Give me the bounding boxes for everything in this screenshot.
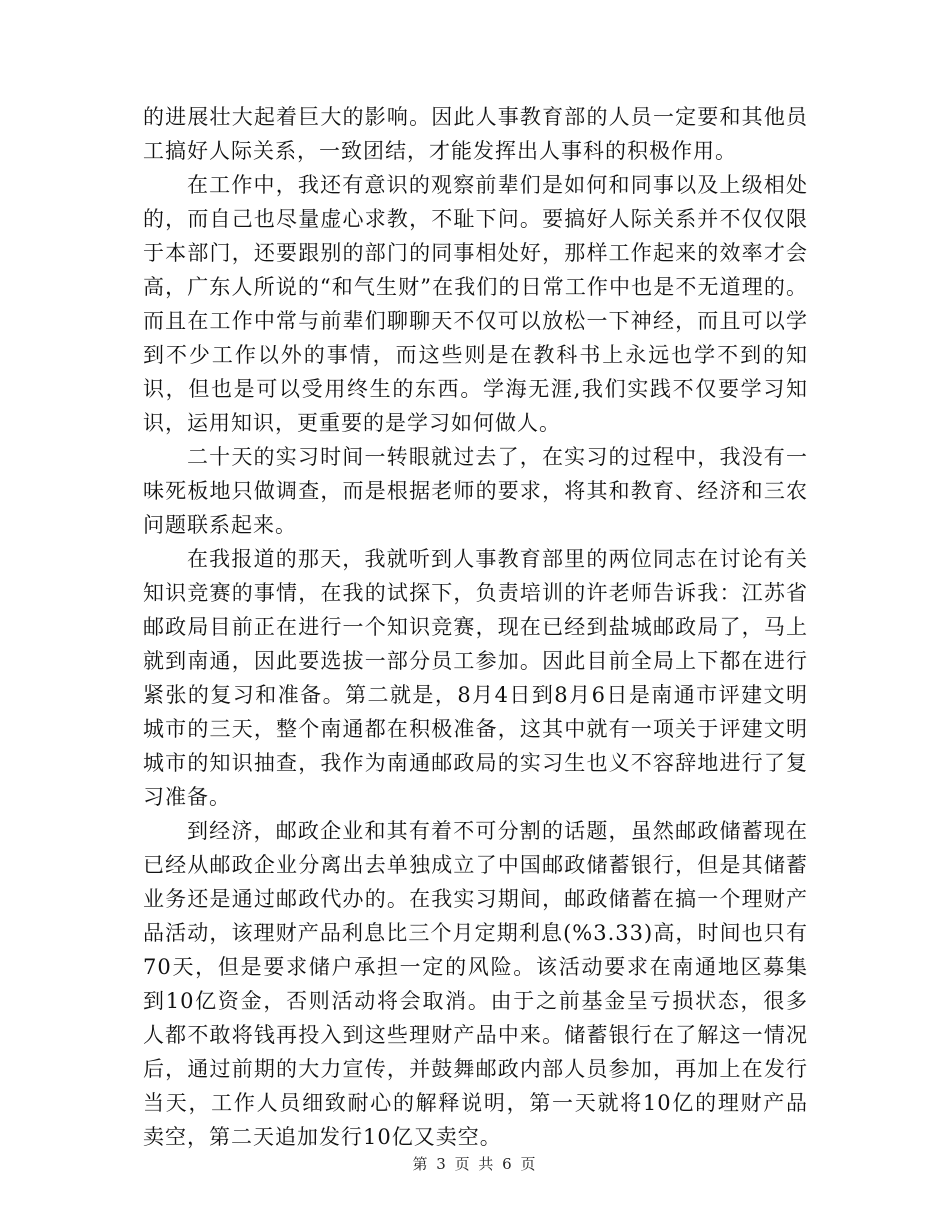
paragraph-2: 在工作中，我还有意识的观察前辈们是如何和同事以及上级相处的，而自己也尽量虚心求教，不耻下问。要搞好人际关系并不仅仅限于本部门，还要跟别的部门的同事相处好，那样工作起来的效率才会高，广东人所说的“和气生财”在我们的日常工作中也是不无道理的。而且在工作中常与前辈们聊聊天不仅可以放松一下神经，而且可以学到不少工作以外的事情，而这些则是在教科书上永远也学不到的知识，但也是可以受用终生的东西。学海无涯,我们实践不仅要学习知识，运用知识，更重要的是学习如何做人。	[143, 173, 808, 435]
paragraph-3: 二十天的实习时间一转眼就过去了，在实习的过程中，我没有一味死板地只做调查，而是根据老师的要求，将其和教育、经济和三农问题联系起来。	[143, 445, 808, 537]
paragraph-4: 在我报道的那天，我就听到人事教育部里的两位同志在讨论有关知识竞赛的事情，在我的试探下，负责培训的许老师告诉我：江苏省邮政局目前正在进行一个知识竞赛，现在已经到盐城邮政局了，马上就到南通，因此要选拔一部分员工参加。因此目前全局上下都在进行紧张的复习和准备。第二就是，8月4日到8月6日是南通市评建文明城市的三天，整个南通都在积极准备，这其中就有一项关于评建文明城市的知识抽查，我作为南通邮政局的实习生也义不容辞地进行了复习准备。	[143, 547, 808, 809]
paragraph-1: 的进展壮大起着巨大的影响。因此人事教育部的人员一定要和其他员工搞好人际关系，一致团结，才能发挥出人事科的积极作用。	[143, 105, 808, 163]
paragraph-5: 到经济，邮政企业和其有着不可分割的话题，虽然邮政储蓄现在已经从邮政企业分离出去单独成立了中国邮政储蓄银行，但是其储蓄业务还是通过邮政代办的。在我实习期间，邮政储蓄在搞一个理财产品活动，该理财产品利息比三个月定期利息(%3.33)高，时间也只有70天，但是要求储户承担一定的风险。该活动要求在南通地区募集到10亿资金，否则活动将会取消。由于之前基金呈亏损状态，很多人都不敢将钱再投入到这些理财产品中来。储蓄银行在了解这一情况后，通过前期的大力宣传，并鼓舞邮政内部人员参加，再加上在发行当天，工作人员细致耐心的解释说明，第一天就将10亿的理财产品卖空，第二天追加发行10亿又卖空。	[143, 819, 808, 1149]
page-footer: 第 3 页 共 6 页	[412, 1155, 538, 1173]
document-body	[143, 100, 808, 1154]
